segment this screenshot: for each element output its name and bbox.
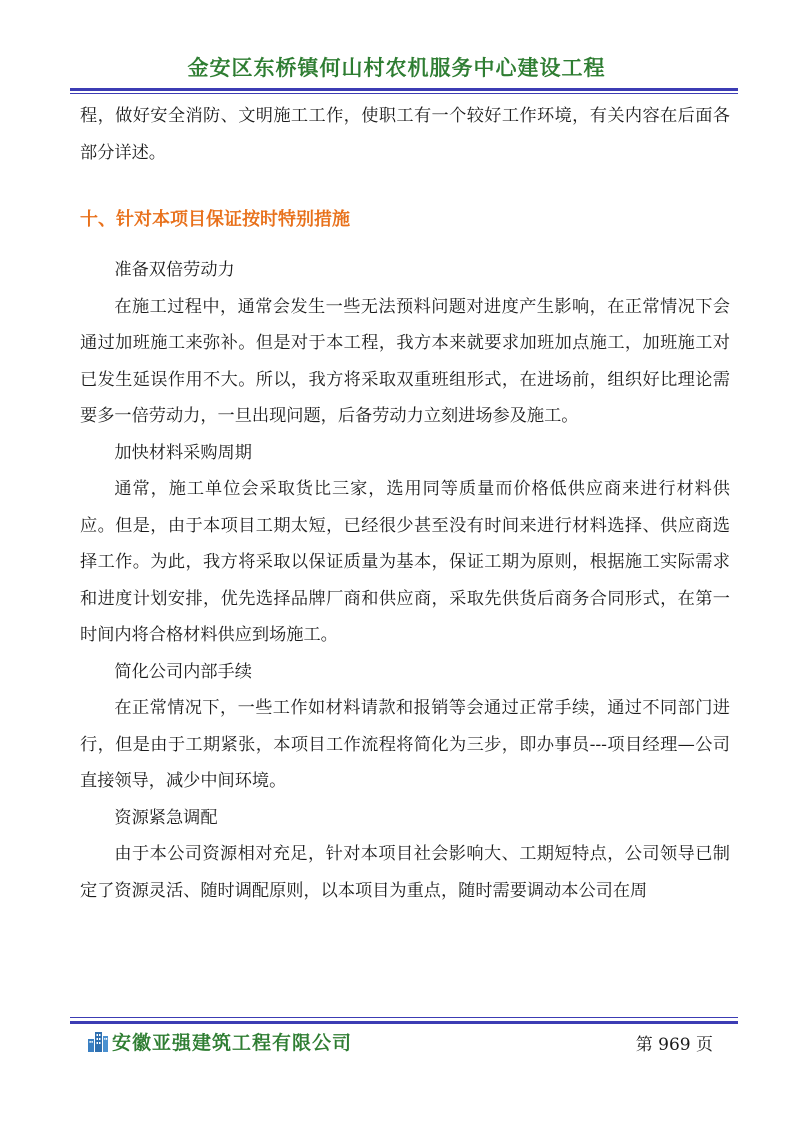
- footer-rule: [70, 1021, 738, 1024]
- section-heading: 十、针对本项目保证按时特别措施: [80, 209, 350, 230]
- subsection-title-3: 简化公司内部手续: [114, 661, 252, 682]
- intro-paragraph: 程，做好安全消防、文明施工工作，使职工有一个较好工作环境，有关内容在后面各部分详述。: [80, 106, 730, 163]
- subsection-text-4: 由于本公司资源相对充足，针对本项目社会影响大、工期短特点，公司领导已制定了资源灵活、随时调配原则，以本项目为重点，随时需要调动本公司在周: [80, 844, 730, 901]
- header-rule: [70, 88, 738, 91]
- subsection-text-2: 通常，施工单位会采取货比三家，选用同等质量而价格低供应商来进行材料供应。但是，由于本项目工期太短，已经很少甚至没有时间来进行材料选择、供应商选择工作。为此，我方将采取以保证质量为基本，保证工期为原则，根据施工实际需求和进度计划安排，优先选择品牌厂商和供应商，采取先供货后商务合同形式，在第一时间内将合格材料供应到场施工。: [80, 479, 730, 645]
- building-logo-icon: [86, 1029, 110, 1053]
- footer-rule-thin: [70, 1017, 738, 1018]
- subsection-title-2: 加快材料采购周期: [114, 442, 252, 463]
- footer-page-number: 第 969 页: [635, 1035, 713, 1055]
- page-header-title: 金安区东桥镇何山村农机服务中心建设工程: [187, 56, 606, 80]
- footer-company-name: 安徽亚强建筑工程有限公司: [112, 1032, 353, 1054]
- subsection-text-1: 在施工过程中，通常会发生一些无法预料问题对进度产生影响，在正常情况下会通过加班施工来弥补。但是对于本工程，我方本来就要求加班加点施工，加班施工对已发生延误作用不大。所以，我方将采取双重班组形式，在进场前，组织好比理论需要多一倍劳动力，一旦出现问题，后备劳动力立刻进场参及施工。: [80, 296, 730, 426]
- header-rule-thin: [70, 93, 738, 94]
- subsection-title-4: 资源紧急调配: [114, 807, 218, 828]
- subsection-text-3: 在正常情况下，一些工作如材料请款和报销等会通过正常手续，通过不同部门进行，但是由于工期紧张，本项目工作流程将简化为三步，即办事员---项目经理—公司直接领导，减少中间环境。: [80, 698, 730, 791]
- document-body: [80, 98, 730, 909]
- subsection-title-1: 准备双倍劳动力: [114, 260, 235, 280]
